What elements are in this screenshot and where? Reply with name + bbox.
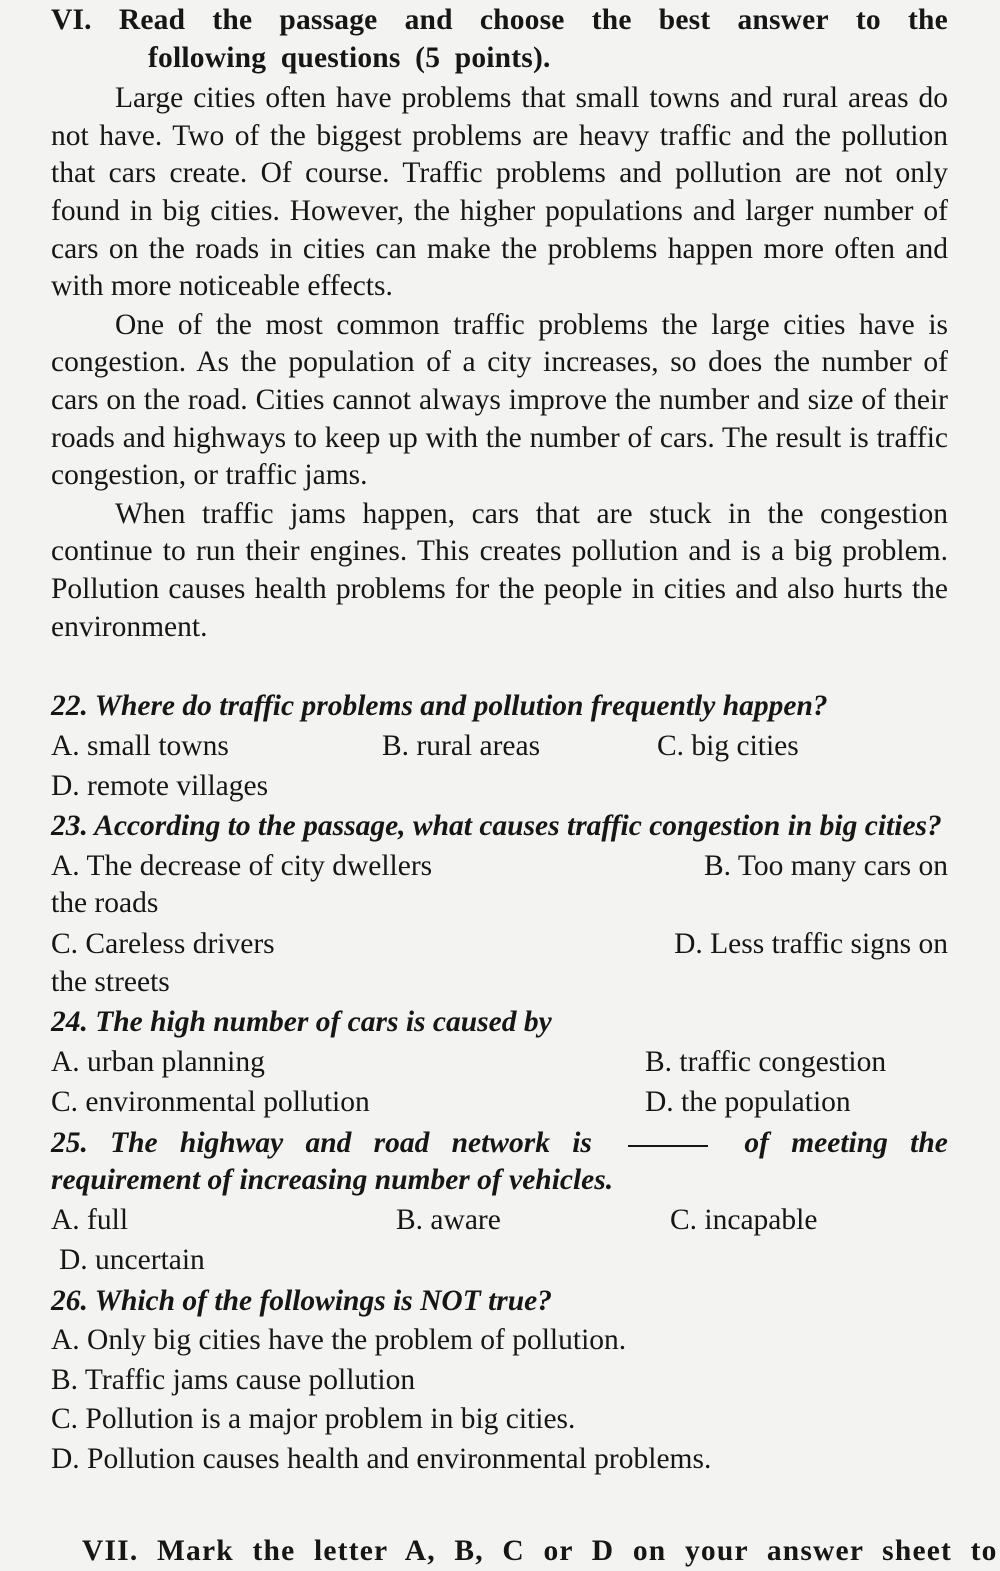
stem-word: the [910,1126,948,1159]
section-heading-line2: following questions (5 points). [148,41,551,74]
question-22-option-d[interactable]: D. remote villages [51,769,269,802]
stem-word: and [305,1126,352,1159]
stem-word: network [451,1126,550,1159]
question-26-stem: 26. Which of the followings is NOT true? [51,1284,553,1317]
question-23-option-b[interactable]: B. Too many cars on [703,849,948,882]
question-22-stem: 22. Where do traffic problems and pollution frequently happen? [51,690,828,723]
heading-word: to [855,4,881,36]
section-heading [51,2,948,77]
question-23-option-d[interactable]: D. Less traffic signs on [674,928,948,961]
question-26-option-a[interactable]: A. Only big cities have the problem of pollution. [51,1324,627,1357]
question-24-option-c[interactable]: C. environmental pollution [51,1085,370,1118]
question-23-option-d-continued[interactable]: the streets [51,965,170,998]
question-24-option-b[interactable]: B. traffic congestion [645,1045,887,1078]
stem-word: meeting [791,1126,888,1159]
question-26-option-c[interactable]: C. Pollution is a major problem in big cities. [51,1403,576,1436]
passage-paragraph-1: Large cities often have problems that small towns and rural areas do not have. Two of the biggest problems are heavy traffic and the pollution that cars create. Of course. Traffic problems and pollution are not only found in big cities. However, the higher populations and larger number of cars on the roads in cities can make the problems happen more often and with more noticeable effects. [51,82,948,303]
question-25-stem-line2: requirement of increasing number of vehicles. [51,1164,614,1197]
question-22 [51,688,948,805]
question-24 [51,1004,948,1122]
question-24-option-a[interactable]: A. urban planning [51,1045,265,1078]
question-24-option-d[interactable]: D. the population [645,1085,851,1118]
question-26-option-d[interactable]: D. Pollution causes health and environmental problems. [51,1443,712,1475]
heading-word: best [658,4,711,36]
next-section-heading-partial: VII. Mark the letter A, B, C or D on your answer sheet to [82,1535,998,1567]
question-25-option-d[interactable]: D. uncertain [59,1244,205,1277]
answer-blank[interactable] [628,1125,708,1147]
question-23-option-a[interactable]: A. The decrease of city dwellers [51,849,433,882]
question-23-option-c[interactable]: C. Careless drivers [51,928,275,961]
heading-word: passage [279,4,378,36]
heading-word: answer [737,4,829,36]
question-25-option-a[interactable]: A. full [51,1204,129,1237]
question-22-option-b[interactable]: B. rural areas [382,729,541,762]
stem-word: is [572,1126,592,1159]
heading-word: VI. [51,4,92,36]
worksheet-page [51,2,948,1479]
question-25 [51,1125,948,1280]
question-22-option-c[interactable]: C. big cities [657,729,799,762]
question-24-options-row-2 [51,1084,948,1122]
question-22-options [51,728,948,766]
question-25-option-b[interactable]: B. aware [396,1204,501,1237]
stem-word: highway [179,1126,284,1159]
heading-word: the [591,4,632,36]
question-25-stem-line1 [51,1125,948,1163]
question-25-options [51,1202,948,1240]
heading-word: Read [118,4,186,36]
heading-word: and [404,4,453,36]
question-23-stem: 23. According to the passage, what causes traffic congestion in big cities? [51,810,942,843]
question-25-option-c[interactable]: C. incapable [670,1204,818,1237]
question-23-row-1 [51,848,948,886]
reading-passage [51,80,948,646]
question-23 [51,808,948,1001]
heading-word: the [907,4,948,36]
question-23-row-2 [51,926,948,964]
heading-word: the [212,4,253,36]
section-heading-line1 [51,2,948,40]
stem-word: road [373,1126,430,1159]
stem-word: 25. [51,1126,88,1159]
question-26 [51,1283,948,1479]
question-22-option-a[interactable]: A. small towns [51,729,229,762]
question-26-option-b[interactable]: B. Traffic jams cause pollution [51,1363,416,1396]
question-23-option-b-continued[interactable]: the roads [51,887,159,920]
stem-word: The [110,1126,158,1159]
question-24-options-row-1 [51,1044,948,1082]
passage-paragraph-3: When traffic jams happen, cars that are stuck in the congestion continue to run their engines. This creates pollution and is a big problem. Pollution causes health problems for the people in cities and also hurts the environment. [51,497,948,643]
heading-word: choose [479,4,565,36]
stem-word: of [744,1126,769,1159]
question-24-stem: 24. The high number of cars is caused by [51,1006,552,1039]
passage-paragraph-2: One of the most common traffic problems the large cities have is congestion. As the population of a city increases, so does the number of cars on the road. Cities cannot always improve the number and size of their roads and highways to keep up with the number of cars. The result is traffic congestion, or traffic jams. [51,308,948,492]
